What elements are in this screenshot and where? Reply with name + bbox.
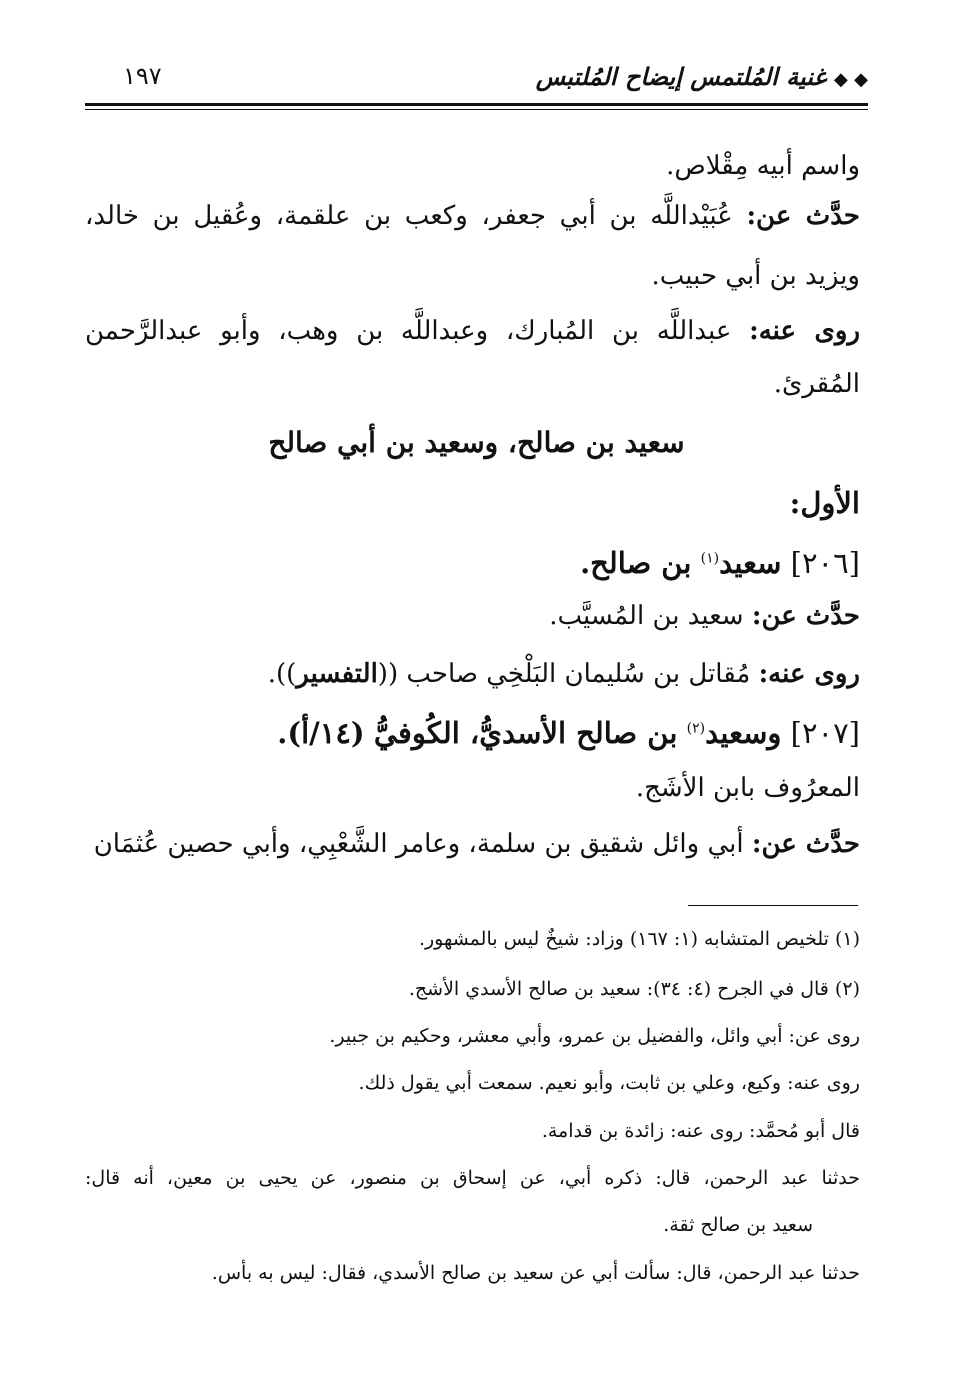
footnote-line: روى عنه: وكيع، وعلي بن ثابت، وأبو نعيم. سمعت أبي يقول ذلك. xyxy=(358,1072,860,1094)
section-heading: سعيد بن صالح، وسعيد بن أبي صالح xyxy=(268,426,685,459)
narrated-from-label: حدَّث عن: xyxy=(751,829,860,859)
footnote-2: (٢) قال في الجرح (٤: ٣٤): سعيد بن صالح الأسدي الأشج. xyxy=(408,978,860,1000)
text-span: ويزيد بن أبي حبيب. xyxy=(651,261,860,291)
text-line xyxy=(666,150,860,183)
header-rule-thick xyxy=(85,103,868,106)
footnote-line: سعيد بن صالح ثقة. xyxy=(663,1214,813,1236)
narrated-from-label: حدَّث عن: xyxy=(751,601,860,631)
manuscript-location: (١٤/أ). xyxy=(277,716,365,750)
text-line xyxy=(549,600,860,633)
text-span: المعرُوف بابن الأشَج. xyxy=(635,773,860,803)
entry-206-heading xyxy=(580,545,860,581)
footnote-line: روى عن: أبي وائل، والفضيل بن عمرو، وأبي معشر، وحكيم بن جبير. xyxy=(329,1025,860,1047)
footnote-ref: (٢) xyxy=(686,720,706,737)
text-line xyxy=(85,315,860,348)
text-span: سعيد بن المُسيَّب. xyxy=(549,601,744,631)
entry-number: [٢٠٦] xyxy=(790,546,860,580)
text-line xyxy=(85,200,860,233)
header-rule-thin xyxy=(85,109,868,110)
entry-name xyxy=(701,546,782,580)
footnote-line: حدثنا عبد الرحمن، قال: ذكره أبي، عن إسحاق بن منصور، عن يحيى بن معين، أنه قال: xyxy=(85,1167,860,1189)
book-title: غنية المُلتمس إيضاح المُلتبس xyxy=(535,62,827,91)
first-label: الأول: xyxy=(789,486,860,520)
text-span: عُبَيْداللَّه بن أبي جعفر، وكعب بن علقمة، وعُقيل بن خالد، xyxy=(85,201,733,231)
text-span: أبي وائل شقيق بن سلمة، وعامر الشَّعْبِي، وأبي حصين عُثمَان xyxy=(93,829,744,859)
text-line xyxy=(651,260,860,293)
page-number: ١٩٧ xyxy=(123,62,162,90)
footnote-line: قال أبو مُحمَّد: روى عنه: زائدة بن قدامة. xyxy=(541,1120,860,1142)
text-span: واسم أبيه مِقْلاص. xyxy=(666,151,860,181)
book-name: التفسير xyxy=(296,659,378,689)
text-span: مُقاتل بن سُليمان البَلْخِي صاحب (( xyxy=(377,659,751,689)
text-line xyxy=(774,368,860,401)
narrated-from-label: حدَّث عن: xyxy=(746,201,861,231)
text-span: عبداللَّه بن المُبارك، وعبداللَّه بن وهب، وأبو عبدالرَّحمن xyxy=(85,316,732,346)
name-span: سعيد xyxy=(719,546,782,580)
footnote-line: حدثنا عبد الرحمن، قال: سألت أبي عن سعيد بن صالح الأسدي، فقال: ليس به بأس. xyxy=(211,1262,860,1284)
text-span: المُقرئ. xyxy=(773,369,860,399)
text-span: )). xyxy=(267,659,297,689)
entry-number: [٢٠٧] xyxy=(790,716,860,750)
footnote-separator xyxy=(688,905,858,906)
narrated-by-label: روى عنه: xyxy=(749,316,861,346)
text-line xyxy=(268,658,860,691)
entry-name xyxy=(687,716,782,750)
footnote-ref: (١) xyxy=(700,550,720,567)
name-span: وسعيد xyxy=(705,716,782,750)
entry-name-rest: بن صالح. xyxy=(580,546,692,580)
page-header xyxy=(85,62,868,96)
entry-name-rest: بن صالح الأسديُّ، الكُوفيُّ xyxy=(373,716,678,750)
running-title xyxy=(536,62,868,91)
text-line xyxy=(94,828,860,861)
text-line xyxy=(636,772,860,805)
entry-207-heading xyxy=(277,715,860,751)
footnote-1: (١) تلخيص المتشابه (١: ١٦٧) وزاد: شيخٌ ليس بالمشهور. xyxy=(418,928,860,950)
narrated-by-label: روى عنه: xyxy=(758,659,860,689)
diamond-ornament-icon: ◆ ◆ xyxy=(834,69,868,90)
